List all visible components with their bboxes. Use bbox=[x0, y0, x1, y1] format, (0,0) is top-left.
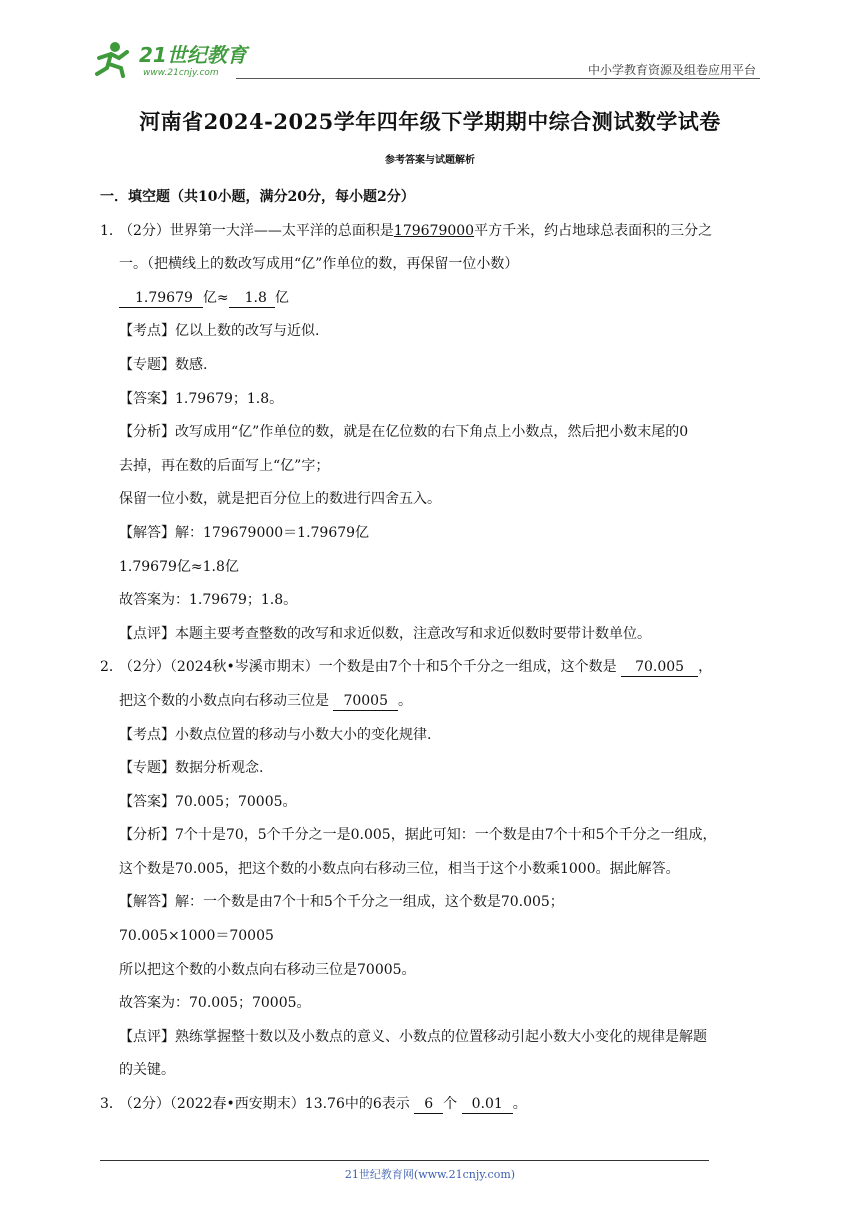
question-1-line1 bbox=[100, 215, 765, 249]
q2-zhuanti: 【专题】数据分析观念. bbox=[119, 760, 264, 777]
answer-blank: 70.005 bbox=[621, 658, 698, 677]
q2-dianping-2: 的关键。 bbox=[119, 1062, 175, 1079]
question-2-line1 bbox=[100, 651, 765, 685]
q2-text: （2分）（2024秋•岑溪市期末）一个数是由7个十和5个千分之一组成，这个数是 bbox=[119, 659, 617, 676]
question-1-answer-line bbox=[100, 282, 765, 316]
footer-divider bbox=[100, 1160, 709, 1161]
q1-jieda-1: 【解答】解：179679000＝1.79679亿 bbox=[119, 524, 370, 541]
q2-daan: 【答案】70.005；70005。 bbox=[119, 793, 297, 810]
q1-dianping: 【点评】本题主要考查整数的改写和求近似数，注意改写和求近似数时要带计数单位。 bbox=[119, 625, 651, 642]
q1-zhuanti: 【专题】数感. bbox=[119, 356, 208, 373]
question-number: 2． bbox=[100, 659, 123, 676]
section-heading: 一．填空题（共10小题，满分20分，每小题2分） bbox=[100, 189, 415, 205]
answer-blank: 6 bbox=[414, 1095, 443, 1114]
q2-text-end: ， bbox=[698, 659, 713, 676]
q1-text: （2分）世界第一大洋——太平洋的总面积是 bbox=[119, 222, 394, 239]
site-logo bbox=[93, 38, 263, 80]
header-divider bbox=[236, 78, 760, 79]
q2-kaodian: 【考点】小数点位置的移动与小数大小的变化规律. bbox=[119, 726, 432, 743]
question-1-line2: 一。（把横线上的数改写成用“亿”作单位的数，再保留一位小数） bbox=[119, 256, 519, 273]
q2-fenxi-2: 这个数是70.005，把这个数的小数点向右移动三位，相当于这个小数乘1000。据此解答。 bbox=[119, 860, 680, 877]
question-3-line1 bbox=[100, 1088, 765, 1122]
q2-jieda-3: 所以把这个数的小数点向右移动三位是70005。 bbox=[119, 961, 416, 978]
answer-blank: 70005 bbox=[333, 692, 398, 711]
q1-answer-end: 亿 bbox=[274, 289, 289, 306]
q2-text-2-end: 。 bbox=[398, 692, 412, 709]
q1-jieda-2: 1.79679亿≈1.8亿 bbox=[119, 558, 239, 575]
answer-blank: 0.01 bbox=[462, 1095, 513, 1114]
q1-underlined-number: 179679000 bbox=[393, 222, 475, 239]
q1-text-cont: 平方千米，约占地球总表面积的三分之 bbox=[474, 222, 713, 239]
document-body bbox=[100, 181, 765, 1122]
logo-graphic bbox=[93, 38, 263, 80]
answer-blank: 1.8 bbox=[229, 289, 275, 308]
q1-kaodian: 【考点】亿以上数的改写与近似. bbox=[119, 323, 320, 340]
q2-jieda-1: 【解答】解：一个数是由7个十和5个千分之一组成，这个数是70.005； bbox=[119, 894, 564, 911]
q2-dianping-1: 【点评】熟练掌握整十数以及小数点的意义、小数点的位置移动引起小数大小变化的规律是解题 bbox=[119, 1028, 707, 1045]
q2-fenxi-1: 【分析】7个十是70，5个千分之一是0.005，据此可知：一个数是由7个十和5个千分之一组成， bbox=[119, 827, 717, 844]
q3-text-mid: 个 bbox=[443, 1096, 458, 1113]
q1-jieda-3: 故答案为：1.79679；1.8。 bbox=[119, 592, 298, 609]
question-2-line2 bbox=[100, 685, 765, 719]
q2-jieda-2: 70.005×1000＝70005 bbox=[119, 928, 274, 945]
question-number: 1． bbox=[100, 222, 123, 239]
q1-daan: 【答案】1.79679；1.8。 bbox=[119, 390, 284, 407]
answer-blank: 1.79679 bbox=[119, 289, 203, 308]
logo-url: www.21cnjy.com bbox=[143, 68, 219, 78]
q3-text-end: 。 bbox=[512, 1096, 527, 1113]
q1-answer-mid: 亿≈ bbox=[202, 289, 229, 306]
q3-text: （2分）（2022春•西安期末）13.76中的6表示 bbox=[119, 1096, 410, 1113]
q1-fenxi-3: 保留一位小数，就是把百分位上的数进行四舍五入。 bbox=[119, 491, 441, 508]
logo-text: 21世纪教育 bbox=[139, 43, 247, 67]
footer-link[interactable]: 21世纪教育网(www.21cnjy.com) bbox=[344, 1168, 516, 1181]
page-title: 河南省2024-2025学年四年级下学期期中综合测试数学试卷 bbox=[139, 109, 721, 134]
q2-jieda-4: 故答案为：70.005；70005。 bbox=[119, 995, 311, 1012]
question-number: 3． bbox=[100, 1096, 123, 1113]
page-subtitle: 参考答案与试题解析 bbox=[385, 155, 475, 166]
q1-fenxi-2: 去掉，再在数的后面写上“亿”字； bbox=[119, 457, 330, 474]
q2-text-2: 把这个数的小数点向右移动三位是 bbox=[119, 692, 329, 709]
q1-fenxi-1: 【分析】改写成用“亿”作单位的数，就是在亿位数的右下角点上小数点，然后把小数末尾的0 bbox=[119, 424, 689, 441]
header-platform-text: 中小学教育资源及组卷应用平台 bbox=[587, 63, 756, 77]
